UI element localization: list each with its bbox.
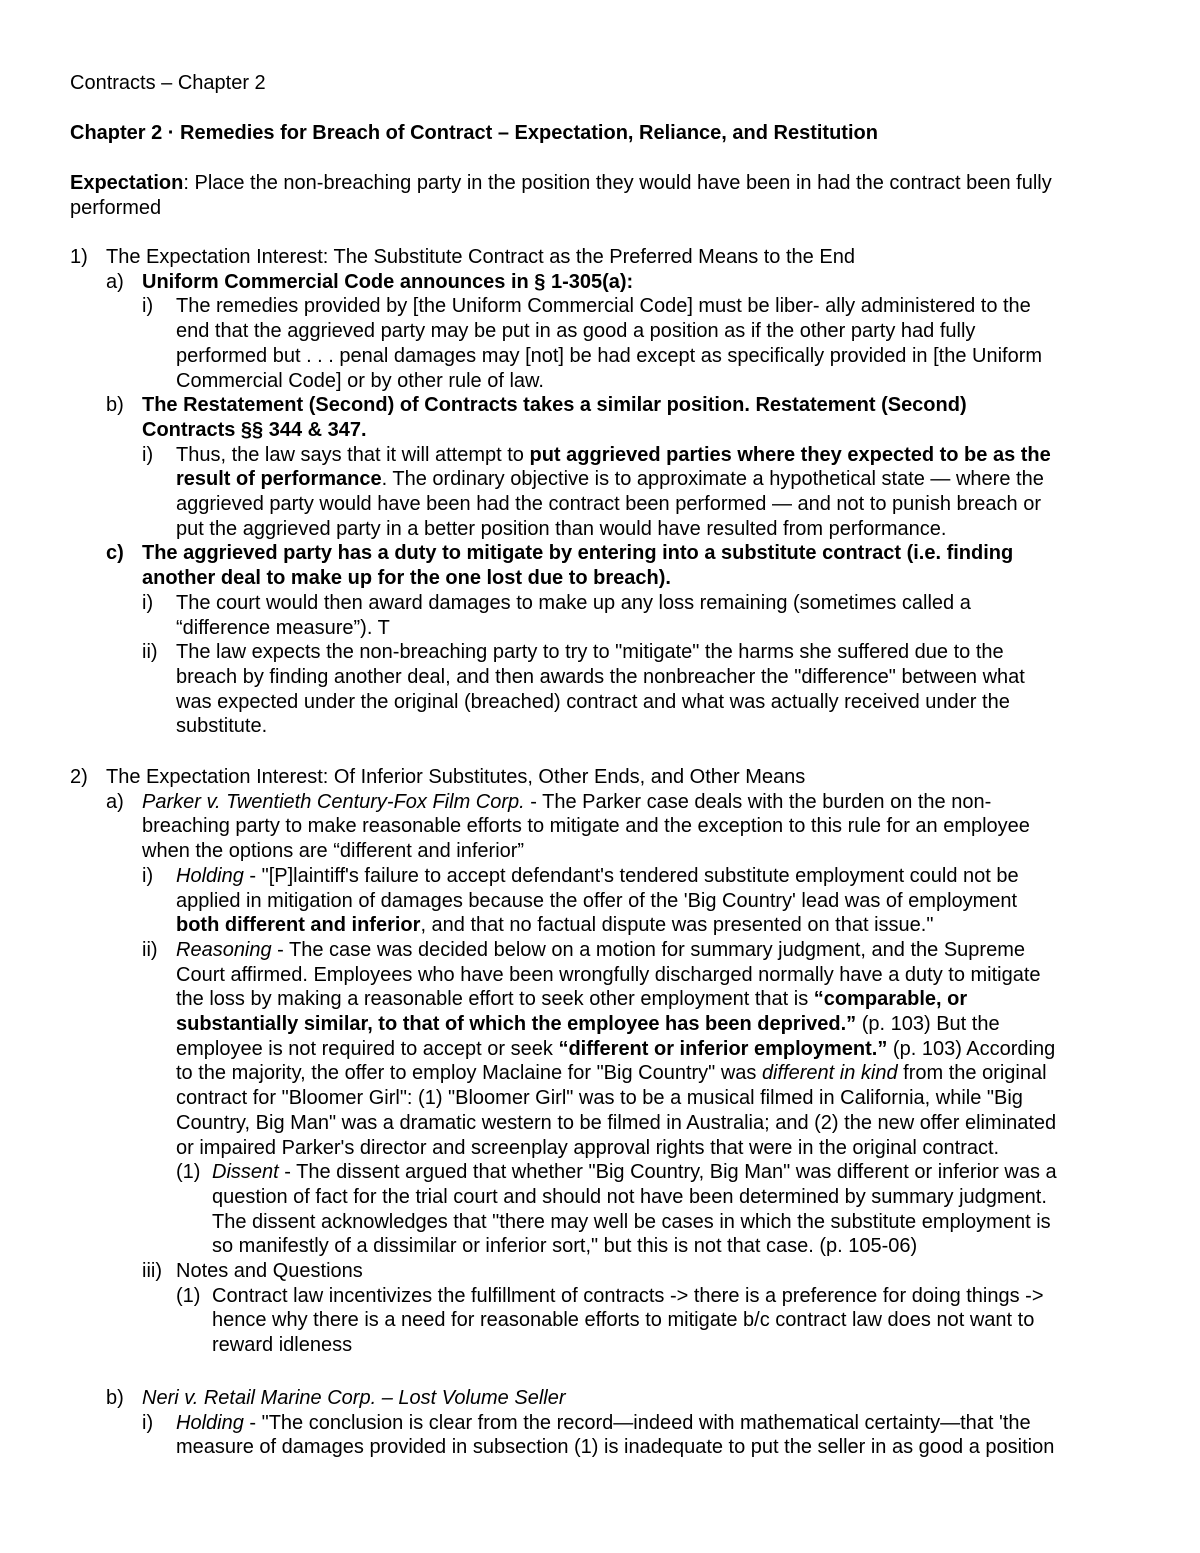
section-1c-i-line: “difference measure”). T: [176, 616, 390, 639]
expectation-label: Expectation: [70, 172, 184, 194]
section-1a-i-marker: i): [142, 295, 154, 318]
parker-reasoning-text: to the majority, the offer to employ Maclaine for "Big Country" was: [176, 1062, 762, 1085]
section-1a-i-line: end that the aggrieved party may be put in as good a position as if the other party had fully: [176, 320, 976, 343]
section-1c-title-line: The aggrieved party has a duty to mitigate by entering into a substitute contract (i.e. finding: [142, 542, 1014, 565]
parker-holding-text: applied in mitigation of damages because the offer of the 'Big Country' lead was of employment: [176, 889, 1018, 912]
section-2a-marker: a): [106, 790, 124, 813]
dissent-label: Dissent: [212, 1161, 279, 1184]
parker-dissent-text: so manifestly of a dissimilar or inferior sort," but this is not that case. (p. 105-06): [212, 1235, 918, 1258]
section-1b-i-emphasis: result of performance: [176, 468, 382, 491]
case-name-parker: Parker v. Twentieth Century-Fox Film Corp.: [142, 790, 525, 813]
parker-reasoning-text: (p. 103) According: [887, 1037, 1056, 1060]
section-1b-title-line: Contracts §§ 344 & 347.: [142, 418, 367, 441]
section-1c: [0, 541, 1200, 590]
parker-notes-title: Notes and Questions: [176, 1260, 363, 1283]
document-header: Contracts – Chapter 2: [70, 72, 266, 94]
section-1-title: The Expectation Interest: The Substitute Contract as the Preferred Means to the End: [106, 246, 855, 268]
expectation-text-line2: performed: [70, 196, 162, 219]
parker-holding: [0, 864, 1200, 938]
parker-holding-emphasis: both different and inferior: [176, 914, 421, 937]
section-1a-i: [0, 294, 1200, 393]
section-2b: [0, 1386, 1200, 1460]
neri-holding: [0, 1411, 1200, 1460]
section-1a-marker: a): [106, 270, 124, 293]
section-1b-i-text: Thus, the law says that it will attempt to: [176, 443, 530, 466]
section-1c-ii-line: breach by finding another deal, and then awards the nonbreacher the "difference" between what: [176, 665, 1025, 688]
section-2b-marker: b): [106, 1387, 124, 1409]
parker-reasoning-emphasis: “different or inferior employment.”: [558, 1037, 888, 1060]
parker-reasoning-text: - The case was decided below on a motion for summary judgment, and the Supreme: [271, 938, 1025, 961]
case-name-neri: Neri v. Retail Marine Corp. – Lost Volume Seller: [142, 1387, 566, 1409]
section-1-marker: 1): [70, 246, 88, 268]
section-1b-i-emphasis: put aggrieved parties where they expected to be as the: [529, 443, 1051, 466]
parker-notes-item: [0, 1284, 1200, 1358]
section-1c-ii-marker: ii): [142, 641, 158, 664]
section-2a-text: breaching party to make reasonable efforts to mitigate and the exception to this rule for an employee: [142, 815, 1030, 838]
section-2: [0, 765, 1200, 1358]
section-1c-i-marker: i): [142, 591, 154, 614]
parker-dissent-marker: (1): [176, 1161, 201, 1184]
reasoning-label: Reasoning: [176, 938, 272, 961]
expectation-text-line1: : Place the non-breaching party in the position they would have been in had the contract been fully: [183, 172, 1052, 194]
parker-reasoning-emphasis: substantially similar, to that of which the employee has been deprived.”: [176, 1013, 857, 1036]
section-1b-i-text: . The ordinary objective is to approximate a hypothetical state — where the: [381, 468, 1044, 491]
parker-notes: [0, 1259, 1200, 1284]
section-1c-marker: c): [106, 542, 124, 565]
parker-dissent-text: question of fact for the trial court and should not have been determined by summary judgment.: [212, 1185, 1047, 1208]
section-1c-title-line: another deal to make up for the one lost due to breach).: [142, 567, 671, 590]
parker-reasoning-text: employee is not required to accept or seek: [176, 1037, 559, 1060]
parker-reasoning-text: the loss by making a reasonable effort to seek other employment that is: [176, 988, 814, 1011]
parker-notes-item-line: Contract law incentivizes the fulfillment of contracts -> there is a preference for doing things ->: [212, 1284, 1044, 1307]
section-1b-i-marker: i): [142, 443, 154, 466]
neri-holding-marker: i): [142, 1411, 154, 1434]
parker-notes-item-line: hence why there is a need for reasonable efforts to mitigate b/c contract law does not want to: [212, 1309, 1035, 1332]
parker-reasoning-text: Country, Big Man" was a dramatic western to be filmed in Australia; and (2) the new offer eliminated: [176, 1111, 1057, 1134]
section-1c-i-line: The court would then award damages to make up any loss remaining (sometimes called a: [176, 591, 971, 614]
section-1b-i: [0, 443, 1200, 542]
expectation-definition: [70, 171, 1150, 220]
section-1b-i-text: put the aggrieved party in a better position than would have resulted from performance.: [176, 517, 947, 540]
parker-reasoning-text: (p. 103) But the: [856, 1013, 1000, 1036]
parker-dissent-text: The dissent acknowledges that "there may well be cases in which the substitute employment is: [212, 1210, 1051, 1233]
holding-label: Holding: [176, 1411, 244, 1434]
section-1b-title-line: The Restatement (Second) of Contracts takes a similar position. Restatement (Second): [142, 394, 967, 417]
section-2-title: The Expectation Interest: Of Inferior Substitutes, Other Ends, and Other Means: [106, 766, 806, 788]
section-1b-marker: b): [106, 394, 124, 417]
parker-reasoning-text: contract for "Bloomer Girl": (1) "Bloomer Girl" was to be a musical filmed in California, while "Big: [176, 1087, 1023, 1110]
section-1c-ii-line: was expected under the original (breached) contract and what was actually received under the: [176, 690, 1010, 713]
section-1b: [0, 393, 1200, 442]
section-1a-i-line: Commercial Code] or by other rule of law.: [176, 369, 544, 392]
chapter-title: Chapter 2 · Remedies for Breach of Contract – Expectation, Reliance, and Restitution: [70, 122, 878, 144]
section-2a: [0, 790, 1200, 864]
section-1a-title: Uniform Commercial Code announces in § 1-305(a):: [142, 270, 634, 293]
section-1c-ii: [0, 640, 1200, 739]
parker-reasoning-italic: different in kind: [761, 1062, 898, 1085]
parker-reasoning-text: Court affirmed. Employees who have been wrongfully discharged normally have a duty to mitigate: [176, 963, 1041, 986]
parker-holding-text: - "[P]laintiff's failure to accept defendant's tendered substitute employment could not be: [243, 864, 1019, 887]
section-1: [0, 245, 1200, 739]
parker-reasoning-emphasis: “comparable, or: [813, 988, 968, 1011]
parker-reasoning: [0, 938, 1200, 1160]
parker-notes-marker: iii): [142, 1260, 162, 1283]
section-1c-ii-line: The law expects the non-breaching party to try to "mitigate" the harms she suffered due to the: [176, 641, 1004, 664]
section-1b-i-text: aggrieved party would have been had the contract been performed — and not to punish breach or: [176, 493, 1042, 516]
neri-holding-text: - "The conclusion is clear from the record—indeed with mathematical certainty—that 'the: [243, 1411, 1031, 1434]
section-2a-text: - The Parker case deals with the burden on the non-: [524, 790, 992, 813]
parker-dissent: [0, 1160, 1200, 1259]
parker-notes-item-marker: (1): [176, 1284, 201, 1307]
parker-holding-marker: i): [142, 864, 154, 887]
section-1a-i-line: performed but . . . penal damages may [not] be had except as specifically provided in [the Uniform: [176, 344, 1043, 367]
section-2a-text: when the options are “different and inferior”: [142, 840, 525, 863]
section-1c-ii-line: substitute.: [176, 715, 268, 738]
parker-dissent-text: - The dissent argued that whether "Big Country, Big Man" was different or inferior was a: [278, 1161, 1057, 1184]
section-2-marker: 2): [70, 766, 88, 788]
holding-label: Holding: [176, 864, 244, 887]
neri-holding-text: measure of damages provided in subsection (1) is inadequate to put the seller in as good a position: [176, 1436, 1055, 1459]
parker-reasoning-text: from the original: [897, 1062, 1047, 1085]
section-1c-i: [0, 591, 1200, 640]
parker-reasoning-marker: ii): [142, 938, 158, 961]
parker-holding-text: , and that no factual dispute was presented on that issue.": [420, 914, 934, 937]
section-1a-i-line: The remedies provided by [the Uniform Commercial Code] must be liber- ally administered to the: [176, 295, 1031, 318]
parker-notes-item-line: reward idleness: [212, 1334, 353, 1357]
parker-reasoning-text: or impaired Parker's director and screenplay approval rights that were in the original contract.: [176, 1136, 1000, 1159]
